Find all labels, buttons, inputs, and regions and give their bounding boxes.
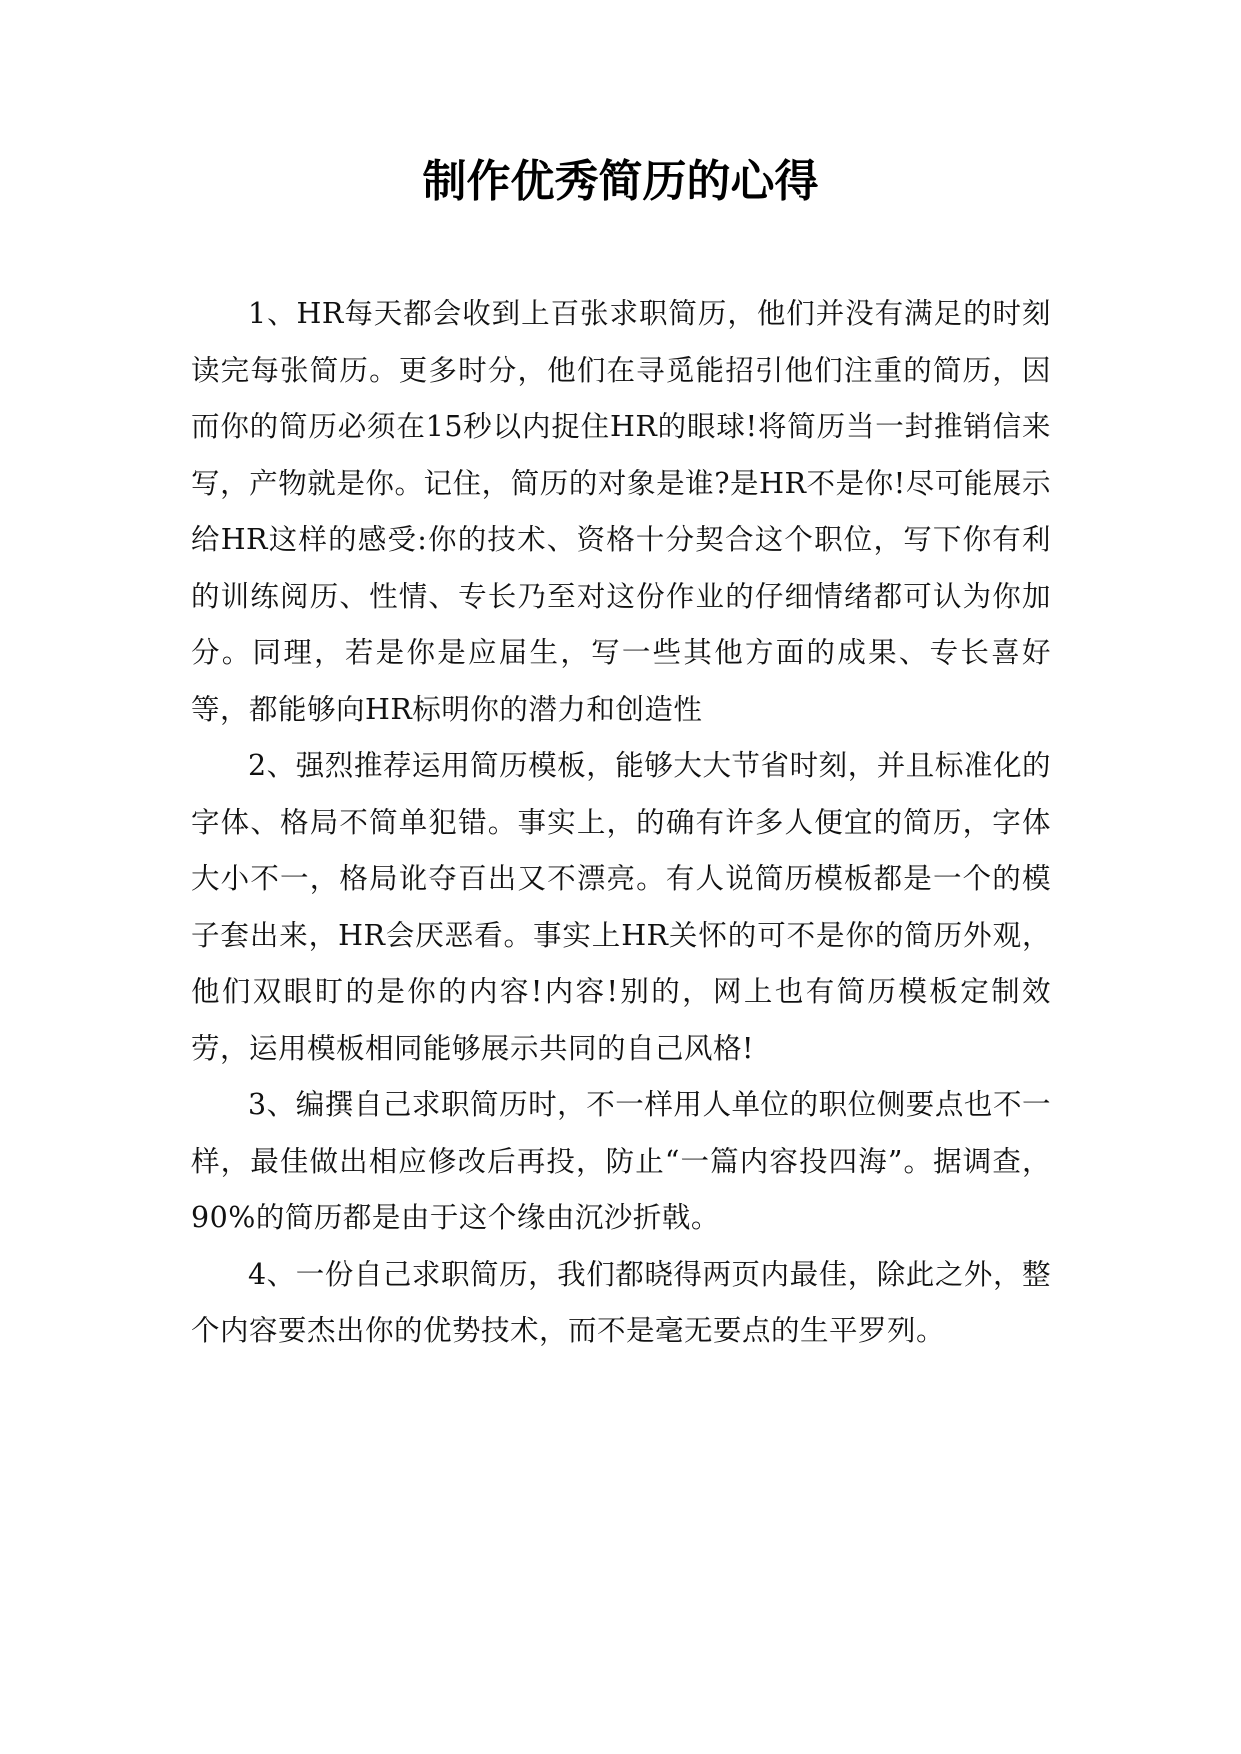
paragraph-3: 3、编撰自己求职简历时，不一样用人单位的职位侧要点也不一样，最佳做出相应修改后再投，防止“一篇内容投四海”。据调查，90%的简历都是由于这个缘由沉沙折戟。 — [191, 1088, 1051, 1234]
paragraph-2: 2、强烈推荐运用简历模板，能够大大节省时刻，并且标准化的字体、格局不简单犯错。事实上，的确有许多人便宜的简历，字体大小不一，格局讹夺百出又不漂亮。有人说简历模板都是一个的模子套出来，HR会厌恶看。事实上HR关怀的可不是你的简历外观，他们双眼盯的是你的内容!内容!别的，网上也有简历模板定制效劳，运用模板相同能够展示共同的自己风格! — [191, 749, 1051, 1065]
document-body — [191, 286, 1051, 1360]
paragraph-4: 4、一份自己求职简历，我们都晓得两页内最佳，除此之外，整个内容要杰出你的优势技术，而不是毫无要点的生平罗列。 — [191, 1257, 1051, 1347]
paragraph-1: 1、HR每天都会收到上百张求职简历，他们并没有满足的时刻读完每张简历。更多时分，他们在寻觅能招引他们注重的简历，因而你的简历必须在15秒以内捉住HR的眼球!将简历当一封推销信来写，产物就是你。记住，简历的对象是谁?是HR不是你!尽可能展示给HR这样的感受:你的技术、资格十分契合这个职位，写下你有利的训练阅历、性情、专长乃至对这份作业的仔细情绪都可认为你加分。同理，若是你是应届生，写一些其他方面的成果、专长喜好等，都能够向HR标明你的潜力和创造性 — [191, 297, 1051, 726]
page-title: 制作优秀简历的心得 — [422, 156, 819, 207]
